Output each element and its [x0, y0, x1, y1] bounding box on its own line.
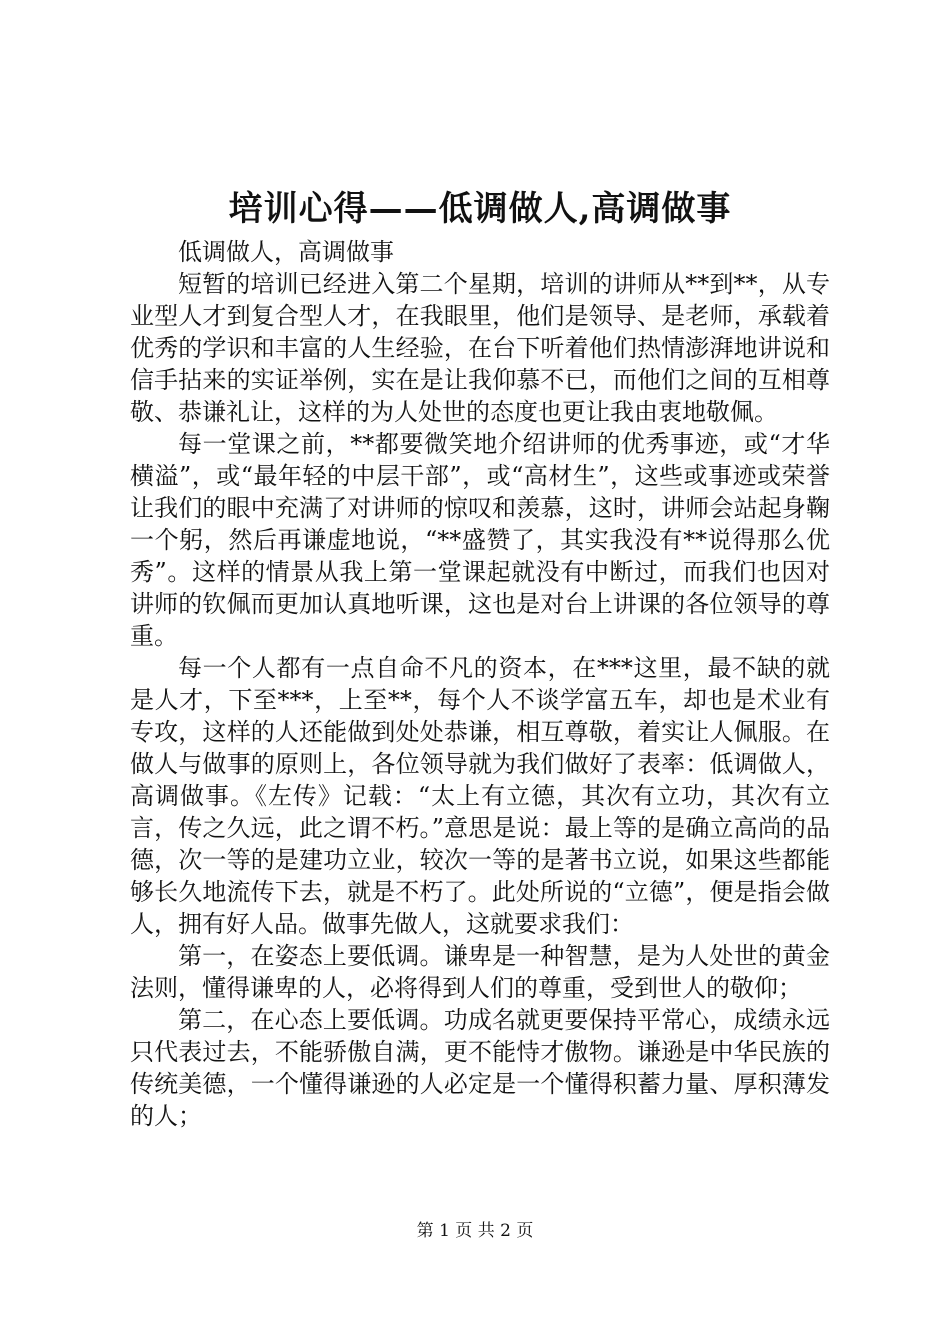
- paragraph-subtitle: 低调做人，高调做事: [178, 238, 394, 266]
- document-body: [130, 236, 830, 1132]
- paragraph: 短暂的培训已经进入第二个星期，培训的讲师从**到**，从专业型人才到复合型人才，在我眼里，他们是领导、是老师，承载着优秀的学识和丰富的人生经验，在台下听着他们热情澎湃地讲说和信手拈来的实证举例，实在是让我仰慕不已，而他们之间的互相尊敬、恭谦礼让，这样的为人处世的态度也更让我由衷地敬佩。: [130, 270, 830, 426]
- page-number-footer: 第 1 页 共 2 页: [416, 1221, 534, 1241]
- paragraph: 第一，在姿态上要低调。谦卑是一种智慧，是为人处世的黄金法则，懂得谦卑的人，必将得到人们的尊重，受到世人的敬仰；: [130, 942, 830, 1002]
- document-title: 培训心得——低调做人,高调做事: [228, 189, 732, 229]
- paragraph: 第二，在心态上要低调。功成名就更要保持平常心，成绩永远只代表过去，不能骄傲自满，更不能恃才傲物。谦逊是中华民族的传统美德，一个懂得谦逊的人必定是一个懂得积蓄力量、厚积薄发的人；: [130, 1006, 830, 1130]
- paragraph: 每一堂课之前，**都要微笑地介绍讲师的优秀事迹，或“才华横溢”，或“最年轻的中层干部”，或“高材生”，这些或事迹或荣誉让我们的眼中充满了对讲师的惊叹和羡慕，这时，讲师会站起身鞠一个躬，然后再谦虚地说，“**盛赞了，其实我没有**说得那么优秀”。这样的情景从我上第一堂课起就没有中断过，而我们也因对讲师的钦佩而更加认真地听课，这也是对台上讲课的各位领导的尊重。: [130, 430, 830, 650]
- paragraph: 每一个人都有一点自命不凡的资本，在***这里，最不缺的就是人才，下至***，上至**，每个人不谈学富五车，却也是术业有专攻，这样的人还能做到处处恭谦，相互尊敬，着实让人佩服。在做人与做事的原则上，各位领导就为我们做好了表率：低调做人，高调做事。《左传》记载：“太上有立德，其次有立功，其次有立言，传之久远，此之谓不朽。”意思是说：最上等的是确立高尚的品德，次一等的是建功立业，较次一等的是著书立说，如果这些都能够长久地流传下去，就是不朽了。此处所说的“立德”，便是指会做人，拥有好人品。做事先做人，这就要求我们：: [130, 654, 830, 938]
